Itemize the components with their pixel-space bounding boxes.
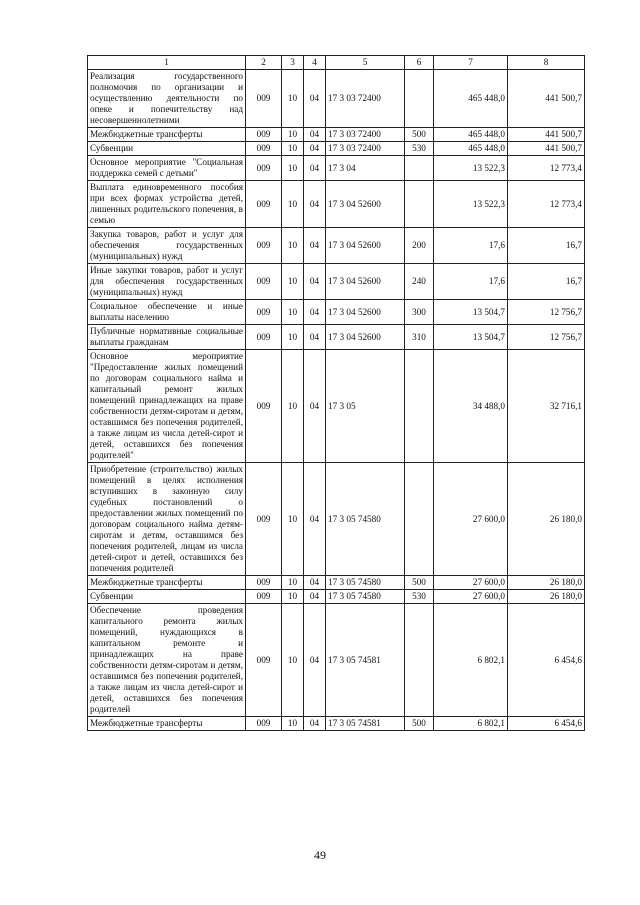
row-value-cell: 16,7 [508,228,585,264]
row-value-cell: 10 [282,181,304,228]
row-value-cell: 04 [304,300,326,325]
row-value-cell: 13 504,7 [434,325,508,350]
row-value-cell: 17 3 05 74581 [326,717,405,731]
table-row [88,70,585,128]
row-value-cell: 17 3 05 74581 [326,604,405,717]
row-value-cell: 6 454,6 [508,604,585,717]
row-name-cell: Реализация государственного полномочия по организации и осуществлению деятельности по опеке и попечительству над несовершеннолетними [88,70,246,128]
row-value-cell: 10 [282,142,304,156]
header-cell: 4 [304,56,326,70]
row-value-cell: 530 [405,590,434,604]
row-value-cell: 10 [282,300,304,325]
row-name-cell: Социальное обеспечение и иные выплаты населению [88,300,246,325]
row-value-cell: 300 [405,300,434,325]
row-value-cell: 009 [246,70,282,128]
table-row [88,590,585,604]
row-value-cell: 009 [246,181,282,228]
row-value-cell: 17 3 04 52600 [326,181,405,228]
row-value-cell: 17 3 03 72400 [326,70,405,128]
row-value-cell: 10 [282,325,304,350]
header-cell: 6 [405,56,434,70]
row-value-cell: 17 3 03 72400 [326,128,405,142]
row-value-cell: 04 [304,463,326,576]
row-value-cell: 04 [304,604,326,717]
row-name-cell: Межбюджетные трансферты [88,128,246,142]
table-row [88,717,585,731]
row-value-cell: 17 3 05 74580 [326,590,405,604]
row-value-cell: 04 [304,717,326,731]
row-value-cell: 500 [405,128,434,142]
header-cell: 5 [326,56,405,70]
row-name-cell: Основное мероприятие "Социальная поддержка семей с детьми" [88,156,246,181]
row-value-cell: 13 522,3 [434,181,508,228]
row-value-cell: 441 500,7 [508,70,585,128]
row-value-cell: 27 600,0 [434,590,508,604]
row-value-cell: 04 [304,264,326,300]
row-value-cell: 009 [246,128,282,142]
row-name-cell: Публичные нормативные социальные выплаты гражданам [88,325,246,350]
row-value-cell: 04 [304,156,326,181]
row-value-cell: 12 756,7 [508,325,585,350]
header-cell: 8 [508,56,585,70]
row-value-cell: 10 [282,717,304,731]
row-value-cell: 26 180,0 [508,463,585,576]
row-value-cell: 009 [246,264,282,300]
row-name-cell: Иные закупки товаров, работ и услуг для обеспечения государственных (муниципальных) нужд [88,264,246,300]
row-name-cell: Обеспечение проведения капитального ремонта жилых помещений, нуждающихся в капитальном ремонте и принадлежащих на праве собственности детям-сиротам и детям, оставшимся без попечения родителей, а также лицам из числа детей-сирот и детей, оставшихся без попечения родителей [88,604,246,717]
row-value-cell: 17 3 05 74580 [326,463,405,576]
row-value-cell: 17 3 03 72400 [326,142,405,156]
row-value-cell: 12 756,7 [508,300,585,325]
table-row [88,142,585,156]
row-value-cell: 16,7 [508,264,585,300]
row-value-cell: 04 [304,228,326,264]
row-value-cell [405,463,434,576]
row-value-cell: 04 [304,576,326,590]
page-number: 49 [314,848,326,862]
row-value-cell: 17 3 04 52600 [326,264,405,300]
row-value-cell: 10 [282,264,304,300]
row-value-cell [405,604,434,717]
table-row [88,463,585,576]
row-value-cell: 009 [246,156,282,181]
row-value-cell: 009 [246,300,282,325]
row-value-cell: 009 [246,604,282,717]
row-name-cell: Субвенции [88,590,246,604]
row-value-cell: 10 [282,156,304,181]
row-value-cell: 441 500,7 [508,142,585,156]
row-value-cell: 009 [246,142,282,156]
row-value-cell: 17 3 05 74580 [326,576,405,590]
row-value-cell: 009 [246,717,282,731]
row-value-cell: 240 [405,264,434,300]
row-value-cell: 17 3 04 52600 [326,228,405,264]
table-row [88,350,585,463]
table-row [88,128,585,142]
row-value-cell: 009 [246,350,282,463]
row-value-cell: 04 [304,142,326,156]
row-name-cell: Межбюджетные трансферты [88,576,246,590]
row-value-cell: 17 3 04 52600 [326,325,405,350]
row-value-cell: 10 [282,576,304,590]
table-row [88,156,585,181]
row-value-cell: 17,6 [434,264,508,300]
row-value-cell: 13 522,3 [434,156,508,181]
row-value-cell: 310 [405,325,434,350]
row-value-cell: 17,6 [434,228,508,264]
row-value-cell: 10 [282,604,304,717]
header-cell: 7 [434,56,508,70]
row-name-cell: Межбюджетные трансферты [88,717,246,731]
row-value-cell [405,181,434,228]
row-value-cell: 26 180,0 [508,590,585,604]
header-cell: 1 [88,56,246,70]
row-name-cell: Выплата единовременного пособия при всех формах устройства детей, лишенных родительского попечения, в семью [88,181,246,228]
row-value-cell: 12 773,4 [508,181,585,228]
row-name-cell: Основное мероприятие "Предоставление жилых помещений по договорам социального найма и капитальный ремонт жилых помещений принадлежащих на праве собственности детям-сиротам и детям, оставшимся без попечения родителей, а также лицам из числа детей-сирот и детей, оставшихся без попечения родителей" [88,350,246,463]
row-value-cell: 009 [246,228,282,264]
row-name-cell: Приобретение (строительство) жилых помещений в целях исполнения вступивших в законную силу судебных постановлений о предоставлении жилых помещений по договорам социального найма детям-сиротам и детям, оставшимся без попечения родителей, лицам из числа детей-сирот и детей, оставшихся без попечения родителей [88,463,246,576]
row-value-cell: 04 [304,70,326,128]
row-value-cell: 17 3 04 52600 [326,300,405,325]
row-value-cell: 10 [282,590,304,604]
row-value-cell: 10 [282,70,304,128]
row-name-cell: Закупка товаров, работ и услуг для обеспечения государственных (муниципальных) нужд [88,228,246,264]
row-value-cell: 04 [304,128,326,142]
row-value-cell: 27 600,0 [434,576,508,590]
table-row [88,181,585,228]
row-value-cell: 27 600,0 [434,463,508,576]
row-value-cell: 10 [282,350,304,463]
row-value-cell: 500 [405,717,434,731]
row-value-cell: 04 [304,350,326,463]
row-value-cell: 12 773,4 [508,156,585,181]
row-value-cell: 465 448,0 [434,70,508,128]
row-value-cell: 441 500,7 [508,128,585,142]
budget-table [87,55,585,731]
row-value-cell: 32 716,1 [508,350,585,463]
row-value-cell: 009 [246,463,282,576]
row-value-cell: 465 448,0 [434,142,508,156]
table-row [88,300,585,325]
row-value-cell: 009 [246,576,282,590]
row-value-cell: 04 [304,590,326,604]
row-value-cell: 34 488,0 [434,350,508,463]
table-row [88,604,585,717]
table-row [88,576,585,590]
table-row [88,264,585,300]
row-value-cell: 6 802,1 [434,604,508,717]
row-value-cell: 6 802,1 [434,717,508,731]
row-name-cell: Субвенции [88,142,246,156]
row-value-cell: 26 180,0 [508,576,585,590]
row-value-cell [405,70,434,128]
row-value-cell: 009 [246,325,282,350]
row-value-cell: 10 [282,128,304,142]
row-value-cell: 17 3 04 [326,156,405,181]
row-value-cell: 04 [304,181,326,228]
row-value-cell: 10 [282,228,304,264]
row-value-cell: 13 504,7 [434,300,508,325]
table-row [88,228,585,264]
row-value-cell [405,350,434,463]
row-value-cell: 10 [282,463,304,576]
row-value-cell: 6 454,6 [508,717,585,731]
header-cell: 2 [246,56,282,70]
row-value-cell: 04 [304,325,326,350]
row-value-cell: 009 [246,590,282,604]
table-row [88,325,585,350]
row-value-cell: 200 [405,228,434,264]
row-value-cell: 530 [405,142,434,156]
header-row [88,56,585,70]
header-cell: 3 [282,56,304,70]
row-value-cell: 17 3 05 [326,350,405,463]
row-value-cell [405,156,434,181]
row-value-cell: 500 [405,576,434,590]
row-value-cell: 465 448,0 [434,128,508,142]
